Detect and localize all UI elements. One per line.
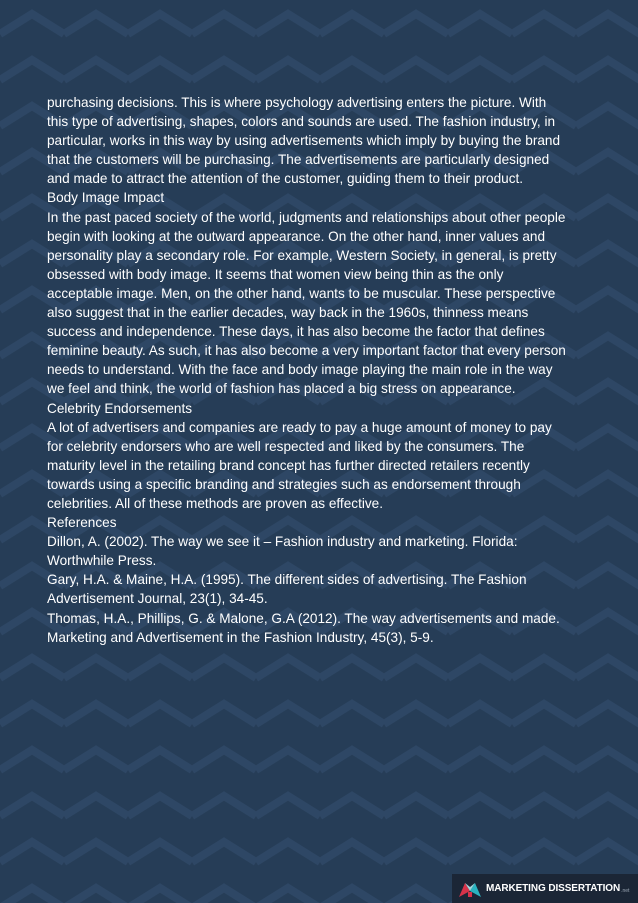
reference-line: Thomas, H.A., Phillips, G. & Malone, G.A (2012). The way advertisements and made. — [47, 610, 560, 626]
reference-line: Gary, H.A. & Maine, H.A. (1995). The different sides of advertising. The Fashion — [47, 572, 527, 588]
paragraph-line: particular, works in this way by using advertisements which imply by buying the brand — [47, 133, 561, 149]
paragraph-line: In the past paced society of the world, judgments and relationships about other people — [47, 209, 566, 225]
section-heading-body-image-impact: Body Image Impact — [47, 190, 165, 206]
paragraph-line: maturity level in the retailing brand concept has further directed retailers recently — [47, 457, 530, 473]
paragraph-line: purchasing decisions. This is where psychology advertising enters the picture. With — [47, 95, 547, 110]
paragraph-line: feminine beauty. As such, it has also become a very important factor that every person — [47, 343, 566, 359]
section-heading-celebrity-endorsements: Celebrity Endorsements — [47, 400, 193, 416]
brand-name: MARKETING DISSERTATION — [486, 883, 621, 894]
reference-line: Marketing and Advertisement in the Fashion Industry, 45(3), 5-9. — [47, 629, 434, 645]
paragraph-line: begin with looking at the outward appearance. On the other hand, inner values and — [47, 228, 546, 244]
reference-line: Dillon, A. (2002). The way we see it – Fashion industry and marketing. Florida: — [47, 534, 518, 550]
paragraph-line: and made to attract the attention of the customer, guiding them to their product. — [47, 171, 524, 187]
paragraph-line: celebrities. All of these methods are proven as effective. — [47, 495, 384, 511]
paragraph-line: acceptable image. Men, on the other hand, wants to be muscular. These perspective — [47, 285, 556, 301]
paragraph-line: A lot of advertisers and companies are ready to pay a huge amount of money to pay — [47, 419, 552, 435]
paragraph-line: also suggest that in the earlier decades, way back in the 1960s, thinness means — [47, 305, 529, 321]
paragraph-line: towards using a specific branding and strategies such as endorsement through — [47, 476, 521, 492]
brand-logo — [452, 874, 638, 903]
marketing-dissertation-logo-icon — [458, 880, 482, 898]
paragraph-line: personality play a secondary role. For example, Western Society, in general, is pretty — [47, 247, 557, 263]
reference-line: Advertisement Journal, 23(1), 34-45. — [47, 591, 268, 607]
paragraph-line: obsessed with body image. It seems that women view being thin as the only — [47, 266, 504, 282]
paragraph-line: we feel and think, the world of fashion has placed a big stress on appearance. — [47, 381, 516, 397]
document-body — [47, 93, 607, 647]
paragraph-line: this type of advertising, shapes, colors and sounds are used. The fashion industry, in — [47, 114, 556, 130]
section-heading-references: References — [47, 515, 117, 531]
paragraph-line: needs to understand. With the face and body image playing the main role in the way — [47, 362, 553, 378]
paragraph-line: for celebrity endorsers who are well respected and liked by the consumers. The — [47, 438, 525, 454]
reference-line: Worthwhile Press. — [47, 553, 157, 569]
brand-suffix: .net — [621, 887, 630, 894]
paragraph-line: that the customers will be purchasing. The advertisements are particularly designed — [47, 152, 550, 168]
paragraph-line: success and independence. These days, it has also become the factor that defines — [47, 324, 545, 340]
